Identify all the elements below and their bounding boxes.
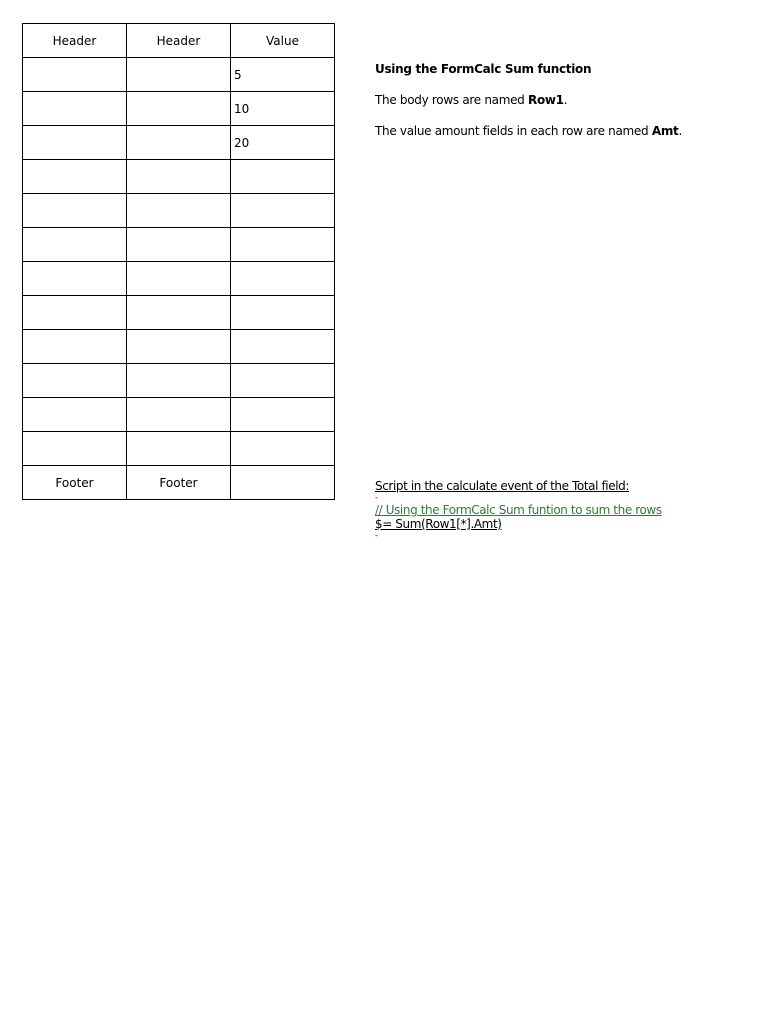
body-cell[interactable]: [127, 330, 231, 364]
body-cell[interactable]: [127, 262, 231, 296]
notes-line-fields: [375, 124, 755, 138]
body-cell[interactable]: [23, 194, 127, 228]
body-row: [23, 262, 335, 296]
body-cell[interactable]: [23, 330, 127, 364]
body-row: [23, 92, 335, 126]
notes-title: Using the FormCalc Sum function: [375, 62, 592, 76]
body-cell[interactable]: [127, 194, 231, 228]
footer-cell: Footer: [23, 466, 127, 500]
amt-field[interactable]: [231, 330, 335, 364]
body-row: [23, 228, 335, 262]
body-cell[interactable]: [23, 160, 127, 194]
amt-field[interactable]: [231, 160, 335, 194]
field-name: Amt: [651, 124, 679, 138]
body-cell[interactable]: [23, 92, 127, 126]
form-table: [22, 23, 335, 500]
body-cell[interactable]: [23, 126, 127, 160]
amt-field[interactable]: [231, 398, 335, 432]
script-dash: -: [375, 493, 378, 502]
body-cell[interactable]: [127, 296, 231, 330]
body-row: [23, 126, 335, 160]
body-cell[interactable]: [23, 296, 127, 330]
body-cell[interactable]: [23, 262, 127, 296]
notes-line-rows: [375, 93, 755, 107]
value-header-cell: Value: [231, 24, 335, 58]
script-heading: Script in the calculate event of the Total field:: [375, 479, 630, 493]
body-cell[interactable]: [23, 228, 127, 262]
body-cell[interactable]: [23, 432, 127, 466]
notes-text: The body rows are named: [375, 93, 529, 107]
amt-field[interactable]: [231, 364, 335, 398]
body-row: [23, 58, 335, 92]
amt-field[interactable]: [231, 194, 335, 228]
header-cell: Header: [127, 24, 231, 58]
script-code: $= Sum(Row1[*].Amt): [375, 517, 502, 531]
body-row: [23, 398, 335, 432]
body-cell[interactable]: [127, 160, 231, 194]
amt-field[interactable]: [231, 432, 335, 466]
script-comment: // Using the FormCalc Sum funtion to sum the rows: [375, 503, 662, 517]
body-row: [23, 330, 335, 364]
notes-text: The value amount fields in each row are named: [375, 124, 652, 138]
script-panel: [375, 479, 765, 541]
body-cell[interactable]: [127, 398, 231, 432]
body-row: [23, 364, 335, 398]
header-row: [23, 24, 335, 58]
notes-panel: [375, 62, 755, 138]
notes-text: .: [563, 93, 568, 107]
footer-row: [23, 466, 335, 500]
body-cell[interactable]: [127, 92, 231, 126]
body-cell[interactable]: [23, 364, 127, 398]
header-cell: Header: [23, 24, 127, 58]
body-cell[interactable]: [23, 58, 127, 92]
body-cell[interactable]: [127, 364, 231, 398]
script-dash: -: [375, 531, 378, 540]
amt-field[interactable]: [231, 262, 335, 296]
body-cell[interactable]: [127, 126, 231, 160]
row-name: Row1: [528, 93, 564, 107]
amt-field[interactable]: 20: [231, 126, 335, 160]
body-row: [23, 432, 335, 466]
body-row: [23, 296, 335, 330]
amt-field[interactable]: [231, 296, 335, 330]
body-cell[interactable]: [127, 432, 231, 466]
body-cell[interactable]: [127, 58, 231, 92]
body-row: [23, 194, 335, 228]
body-cell[interactable]: [127, 228, 231, 262]
amt-field[interactable]: [231, 228, 335, 262]
body-row: [23, 160, 335, 194]
notes-text: .: [678, 124, 682, 138]
amt-field[interactable]: 5: [231, 58, 335, 92]
amt-field[interactable]: 10: [231, 92, 335, 126]
footer-cell: Footer: [127, 466, 231, 500]
body-cell[interactable]: [23, 398, 127, 432]
total-field[interactable]: [231, 466, 335, 500]
